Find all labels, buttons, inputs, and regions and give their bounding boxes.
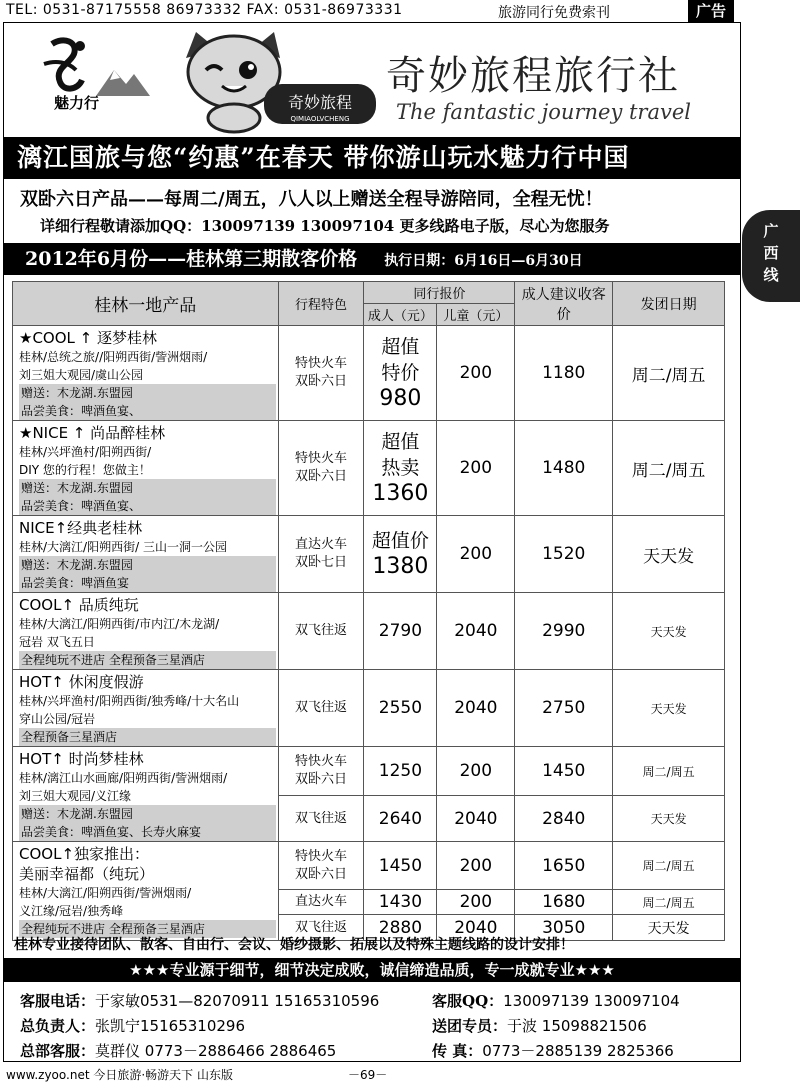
page-footer	[0, 1064, 800, 1082]
header-child: 儿童（元）	[437, 304, 515, 326]
feature-cell: 双飞往返	[278, 670, 364, 747]
adult-price-cell: 超值 热卖 1360	[364, 421, 437, 516]
product-route: 桂林/漓江山水画廊/阳朔西街/訾洲烟雨/	[19, 771, 228, 785]
product-title: COOL↑独家推出：	[19, 845, 150, 863]
product-cell	[13, 747, 279, 842]
depart-cell: 天天发	[613, 915, 725, 941]
badge-en-text: QIMIAOLVCHENG	[290, 115, 350, 123]
depart-cell: 周二/周五	[613, 747, 725, 796]
mascot-logo	[182, 28, 378, 134]
feature-cell: 双飞往返	[278, 796, 364, 842]
price-title: 2012年6月份——桂林第三期散客价格	[25, 248, 358, 270]
feature-cell: 直达火车	[278, 890, 364, 915]
table-row	[13, 747, 725, 796]
qq-line: 详细行程敬请添加QQ：130097139 130097104 更多线路电子版，尽心为您服务	[40, 217, 610, 235]
product-note: 全程纯玩不进店 全程预备三星酒店	[19, 651, 276, 669]
header-suggest: 成人建议收客价	[515, 282, 613, 326]
depart-cell: 天天发	[613, 593, 725, 670]
price-title-bar	[3, 243, 741, 275]
product-cell	[13, 593, 279, 670]
brand-name-en: The fantastic journey travel	[396, 100, 691, 124]
table-row	[13, 326, 725, 421]
product-food: 品尝美食：啤酒鱼宴、	[19, 402, 276, 420]
contact-numbers: TEL: 0531-87175558 86973332 FAX: 0531-86973331	[6, 2, 403, 18]
escort-staff: 送团专员：于波 15098821506	[432, 1017, 647, 1035]
product-title: HOT↑ 休闲度假游	[19, 673, 144, 691]
product-route: 义江缘/冠岩/独秀峰	[19, 904, 124, 918]
sidetab-char: 西	[763, 244, 779, 262]
feature-cell: 双飞往返	[278, 915, 364, 941]
product-title: 美丽幸福都（纯玩）	[19, 865, 155, 883]
price-table	[12, 281, 725, 941]
product-food: 品尝美食：啤酒鱼宴、长寿火麻宴	[19, 823, 276, 841]
suggest-price-cell: 1650	[515, 842, 613, 890]
product-gift: 赠送：木龙湖.东盟园	[19, 805, 276, 823]
product-title: NICE↑经典老桂林	[19, 519, 143, 537]
product-route: 桂林/大漓江/阳朔西街/訾洲烟雨/	[19, 886, 192, 900]
guangxi-line-tab	[742, 210, 800, 302]
product-cell	[13, 421, 279, 516]
suggest-price-cell: 2840	[515, 796, 613, 842]
child-price-cell: 200	[437, 747, 515, 796]
product-food: 品尝美食：啤酒鱼宴	[19, 574, 276, 592]
product-title: HOT↑ 时尚梦桂林	[19, 750, 144, 768]
badge-cn-text: 奇妙旅程	[287, 93, 353, 112]
table-row	[13, 593, 725, 670]
adult-price-cell: 2640	[364, 796, 437, 842]
suggest-price-cell: 1680	[515, 890, 613, 915]
brand-name-cn: 奇妙旅程旅行社	[386, 53, 680, 99]
child-price-cell: 2040	[437, 915, 515, 941]
service-qq: 客服QQ：130097139 130097104	[432, 992, 680, 1010]
child-price-cell: 200	[437, 842, 515, 890]
hq-service: 总部客服：莫群仪 0773－2886466 2886465	[20, 1042, 337, 1060]
product-title: ★COOL ↑ 逐梦桂林	[19, 329, 157, 347]
table-row	[13, 842, 725, 890]
header-feature: 行程特色	[278, 282, 364, 326]
depart-cell: 天天发	[613, 516, 725, 593]
depart-cell: 天天发	[613, 670, 725, 747]
product-cell	[13, 516, 279, 593]
feature-cell: 双飞往返	[278, 593, 364, 670]
adult-price-cell: 2550	[364, 670, 437, 747]
child-price-cell: 200	[437, 421, 515, 516]
depart-cell: 周二/周五	[613, 421, 725, 516]
feature-cell: 特快火车 双卧六日	[278, 326, 364, 421]
fax-line: 传 真：0773－2885139 2825366	[432, 1042, 674, 1060]
product-gift: 赠送：木龙湖.东盟园	[19, 556, 276, 574]
child-price-cell: 2040	[437, 670, 515, 747]
service-scope-note: 桂林专业接待团队、散客、自由行、会议、婚纱摄影、拓展以及特殊主题线路的设计安排！	[14, 937, 574, 953]
promo-line: 双卧六日产品——每周二/周五，八人以上赠送全程导游陪同，全程无忧！	[20, 189, 603, 210]
header-depart: 发团日期	[613, 282, 725, 326]
charm-travel-logo	[34, 34, 154, 126]
general-manager: 总负责人：张凯宁15165310296	[20, 1017, 245, 1035]
product-route: 冠岩 双飞五日	[19, 635, 95, 649]
product-cell	[13, 670, 279, 747]
depart-cell: 周二/周五	[613, 326, 725, 421]
header-peer-price: 同行报价	[364, 282, 515, 304]
feature-cell: 特快火车 双卧六日	[278, 842, 364, 890]
slogan-bar: ★★★专业源于细节，细节决定成败，诚信缔造品质，专一成就专业★★★	[3, 958, 741, 982]
execution-period: 执行日期：6月16日—6月30日	[384, 253, 583, 269]
adult-price-cell: 超值价 1380	[364, 516, 437, 593]
suggest-price-cell: 1520	[515, 516, 613, 593]
sidetab-char: 线	[763, 266, 779, 284]
suggest-price-cell: 1480	[515, 421, 613, 516]
product-note: 全程预备三星酒店	[19, 728, 276, 746]
product-food: 品尝美食：啤酒鱼宴、	[19, 497, 276, 515]
suggest-price-cell: 2990	[515, 593, 613, 670]
product-route: DIY 您的行程！您做主！	[19, 463, 151, 477]
product-route: 刘三姐大观园/义江缘	[19, 789, 132, 803]
depart-cell: 天天发	[613, 796, 725, 842]
feature-cell: 直达火车 双卧七日	[278, 516, 364, 593]
product-route: 桂林/大漓江/阳朔西街/市内江/木龙湖/	[19, 617, 220, 631]
product-gift: 赠送：木龙湖.东盟园	[19, 384, 276, 402]
table-row	[13, 516, 725, 593]
product-route: 桂林/总统之旅//阳朔西街/訾洲烟雨/	[19, 350, 208, 364]
depart-cell: 周二/周五	[613, 890, 725, 915]
top-contact-strip	[0, 0, 800, 22]
suggest-price-cell: 3050	[515, 915, 613, 941]
adult-price-cell: 2790	[364, 593, 437, 670]
product-route: 刘三姐大观园/虞山公园	[19, 368, 144, 382]
product-route: 桂林/大漓江/阳朔西街/ 三山一洞一公园	[19, 540, 227, 554]
header-product: 桂林一地产品	[13, 282, 279, 326]
table-row	[13, 670, 725, 747]
page-number: －69－	[348, 1068, 388, 1082]
suggest-price-cell: 1450	[515, 747, 613, 796]
feature-cell: 特快火车 双卧六日	[278, 747, 364, 796]
child-price-cell: 200	[437, 890, 515, 915]
free-index-label: 旅游同行免费索刊	[498, 5, 610, 21]
product-title: ★NICE ↑ 尚品醉桂林	[19, 424, 166, 442]
product-cell	[13, 326, 279, 421]
product-route: 桂林/兴坪渔村/阳朔西街/独秀峰/十大名山	[19, 694, 240, 708]
ad-tag: 广告	[688, 0, 734, 22]
product-cell	[13, 842, 279, 941]
adult-price-cell: 1430	[364, 890, 437, 915]
product-route: 穿山公园/冠岩	[19, 712, 96, 726]
child-price-cell: 2040	[437, 593, 515, 670]
child-price-cell: 200	[437, 516, 515, 593]
adult-price-cell: 1450	[364, 842, 437, 890]
service-phone: 客服电话：于家敏0531—82070911 15165310596	[20, 992, 380, 1010]
suggest-price-cell: 1180	[515, 326, 613, 421]
sidetab-char: 广	[763, 222, 779, 240]
child-price-cell: 2040	[437, 796, 515, 842]
product-gift: 赠送：木龙湖.东盟园	[19, 479, 276, 497]
child-price-cell: 200	[437, 326, 515, 421]
table-row	[13, 421, 725, 516]
charm-text: 魅力行	[54, 94, 100, 112]
depart-cell: 周二/周五	[613, 842, 725, 890]
cat-mascot-icon	[182, 28, 378, 134]
suggest-price-cell: 2750	[515, 670, 613, 747]
header-adult: 成人（元）	[364, 304, 437, 326]
adult-price-cell: 1250	[364, 747, 437, 796]
feature-cell: 特快火车 双卧六日	[278, 421, 364, 516]
adult-price-cell: 2880	[364, 915, 437, 941]
headline-banner: 漓江国旅与您“约惠”在春天 带你游山玩水魅力行中国	[3, 137, 741, 179]
product-note: 全程纯玩不进店 全程预备三星酒店	[19, 920, 276, 938]
product-route: 桂林/兴坪渔村/阳朔西街/	[19, 445, 152, 459]
product-title: COOL↑ 品质纯玩	[19, 596, 139, 614]
footer-site: www.zyoo.net 今日旅游·畅游天下 山东版	[6, 1068, 233, 1082]
adult-price-cell: 超值 特价 980	[364, 326, 437, 421]
